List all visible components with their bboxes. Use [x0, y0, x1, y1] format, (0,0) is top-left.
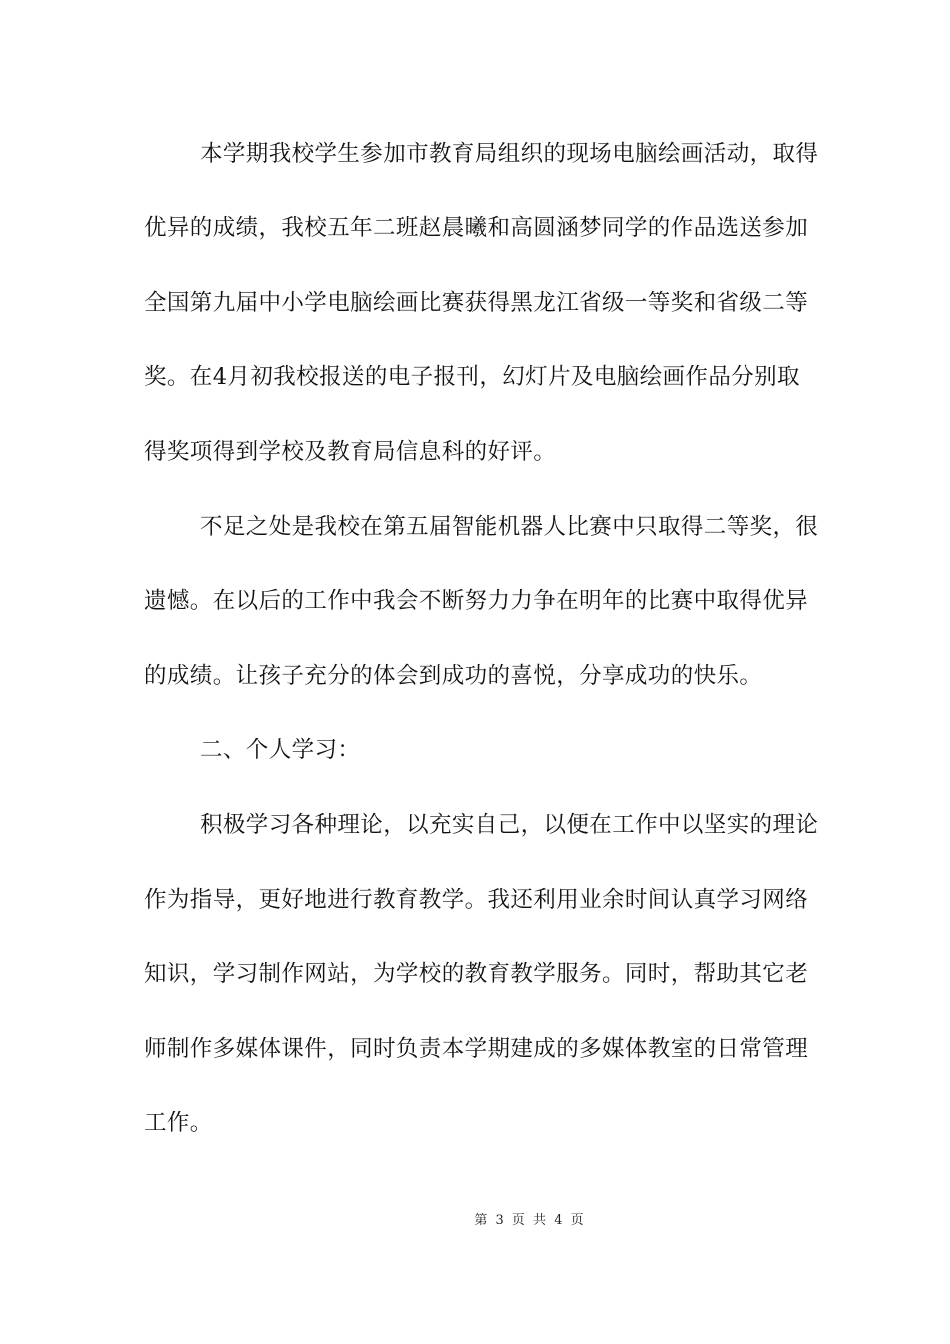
- paragraph-line: 积极学习各种理论，以充实自己，以便在工作中以坚实的理论: [200, 812, 819, 838]
- paragraph-line: 全国第九届中小学电脑绘画比赛获得黑龙江省级一等奖和省级二等: [144, 290, 809, 316]
- section-heading: 二、个人学习：: [200, 737, 361, 763]
- paragraph-line: 作为指导，更好地进行教育教学。我还利用业余时间认真学习网络: [144, 887, 809, 913]
- paragraph-line: 工作。: [144, 1110, 213, 1136]
- paragraph-line: 优异的成绩，我校五年二班赵晨曦和高圆涵梦同学的作品选送参加: [144, 215, 809, 241]
- paragraph-line: 本学期我校学生参加市教育局组织的现场电脑绘画活动，取得: [200, 141, 819, 167]
- paragraph-line: 不足之处是我校在第五届智能机器人比赛中只取得二等奖，很: [200, 514, 819, 540]
- paragraph-line: 遗憾。在以后的工作中我会不断努力力争在明年的比赛中取得优异: [144, 588, 809, 614]
- page-number-footer: 第 3 页 共 4 页: [474, 1213, 586, 1228]
- paragraph-line: 师制作多媒体课件，同时负责本学期建成的多媒体教室的日常管理: [144, 1036, 809, 1062]
- paragraph-line: 奖。在4月初我校报送的电子报刊，幻灯片及电脑绘画作品分别取: [144, 364, 800, 390]
- paragraph-line: 的成绩。让孩子充分的体会到成功的喜悦，分享成功的快乐。: [144, 663, 763, 689]
- paragraph-line: 得奖项得到学校及教育局信息科的好评。: [144, 439, 557, 465]
- paragraph-line: 知识，学习制作网站，为学校的教育教学服务。同时，帮助其它老: [144, 961, 809, 987]
